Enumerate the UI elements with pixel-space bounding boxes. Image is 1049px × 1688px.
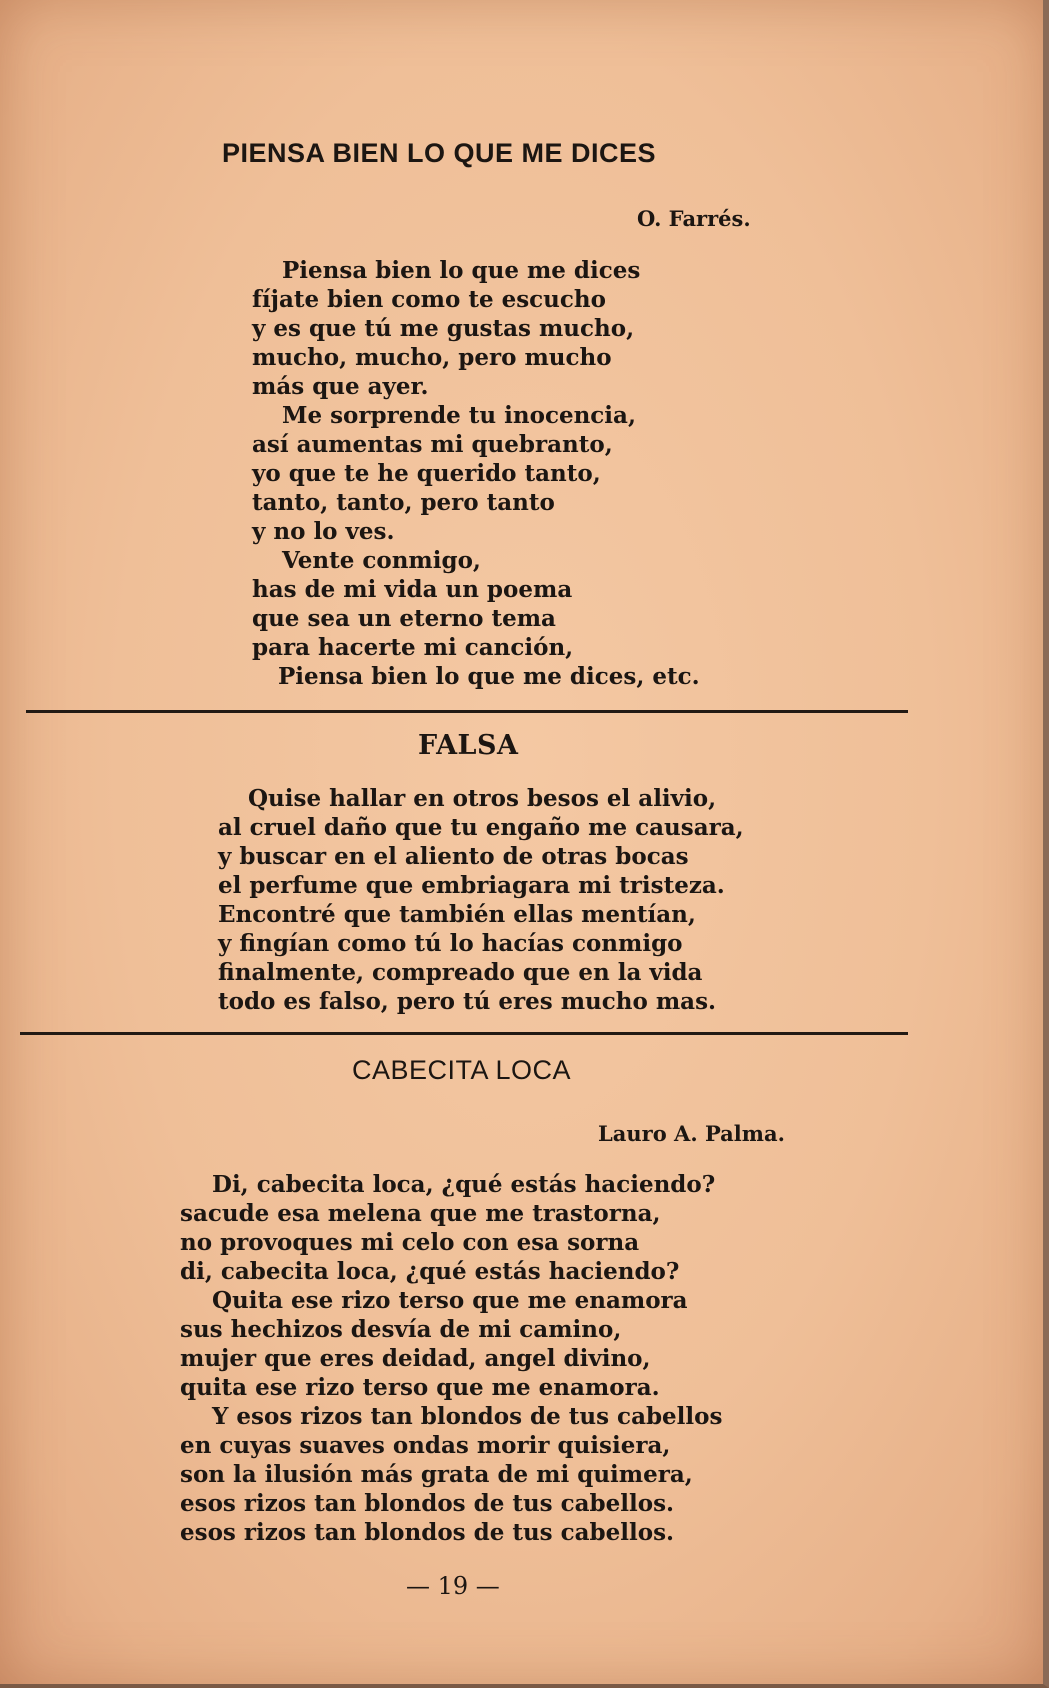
poem-stanza: [252, 256, 700, 691]
poem-line: Piensa bien lo que me dices: [282, 257, 641, 284]
poem-stanza: [180, 1170, 722, 1547]
poem-line: Encontré que también ellas mentían,: [218, 901, 696, 928]
poem-line: mujer que eres deidad, angel divino,: [180, 1345, 651, 1372]
poem-line: y fingían como tú lo hacías conmigo: [218, 930, 683, 957]
poem-author: O. Farrés.: [637, 206, 751, 231]
poem-line: el perfume que embriagara mi tristeza.: [218, 872, 725, 899]
poem-line: finalmente, compreado que en la vida: [218, 959, 703, 986]
poem-line: Y esos rizos tan blondos de tus cabellos: [212, 1403, 723, 1430]
poem-line: yo que te he querido tanto,: [252, 460, 601, 487]
poem-author: Lauro A. Palma.: [598, 1121, 785, 1146]
poem-line: al cruel daño que tu engaño me causara,: [218, 814, 744, 841]
poem-line: Quita ese rizo terso que me enamora: [212, 1287, 688, 1314]
poem-line: y no lo ves.: [252, 518, 395, 545]
page-number: — 19 —: [406, 1572, 500, 1600]
poem-line: esos rizos tan blondos de tus cabellos.: [180, 1519, 675, 1546]
poem-line: en cuyas suaves ondas morir quisiera,: [180, 1432, 671, 1459]
poem-title: FALSA: [418, 730, 519, 761]
poem-line: esos rizos tan blondos de tus cabellos.: [180, 1490, 675, 1517]
poem-line: que sea un eterno tema: [252, 605, 556, 632]
poem-line: así aumentas mi quebranto,: [252, 431, 613, 458]
poem-line: sus hechizos desvía de mi camino,: [180, 1316, 622, 1343]
poem-line: quita ese rizo terso que me enamora.: [180, 1374, 660, 1401]
poem-line: Vente conmigo,: [282, 547, 481, 574]
section-divider: [26, 710, 908, 713]
poem-line: fíjate bien como te escucho: [252, 286, 606, 313]
section-divider: [20, 1032, 908, 1035]
poem-line: más que ayer.: [252, 373, 429, 400]
poem-title: CABECITA LOCA: [352, 1055, 572, 1085]
poem-line: tanto, tanto, pero tanto: [252, 489, 555, 516]
poem-line: has de mi vida un poema: [252, 576, 573, 603]
poem-line: Di, cabecita loca, ¿qué estás haciendo?: [212, 1171, 716, 1198]
poem-line: Quise hallar en otros besos el alivio,: [248, 785, 717, 812]
poem-line: mucho, mucho, pero mucho: [252, 344, 612, 371]
poem-line: y buscar en el aliento de otras bocas: [218, 843, 689, 870]
poem-line: di, cabecita loca, ¿qué estás haciendo?: [180, 1258, 680, 1285]
poem-line: todo es falso, pero tú eres mucho mas.: [218, 988, 717, 1015]
poem-stanza: [218, 784, 744, 1016]
poem-line: no provoques mi celo con esa sorna: [180, 1229, 640, 1256]
poem-title: PIENSA BIEN LO QUE ME DICES: [222, 138, 657, 168]
poem-line: para hacerte mi canción,: [252, 634, 574, 661]
poem-line: son la ilusión más grata de mi quimera,: [180, 1461, 693, 1488]
poem-line: sacude esa melena que me trastorna,: [180, 1200, 661, 1227]
poem-line: Piensa bien lo que me dices, etc.: [278, 663, 700, 690]
poem-line: Me sorprende tu inocencia,: [282, 402, 636, 429]
poem-line: y es que tú me gustas mucho,: [252, 315, 635, 342]
